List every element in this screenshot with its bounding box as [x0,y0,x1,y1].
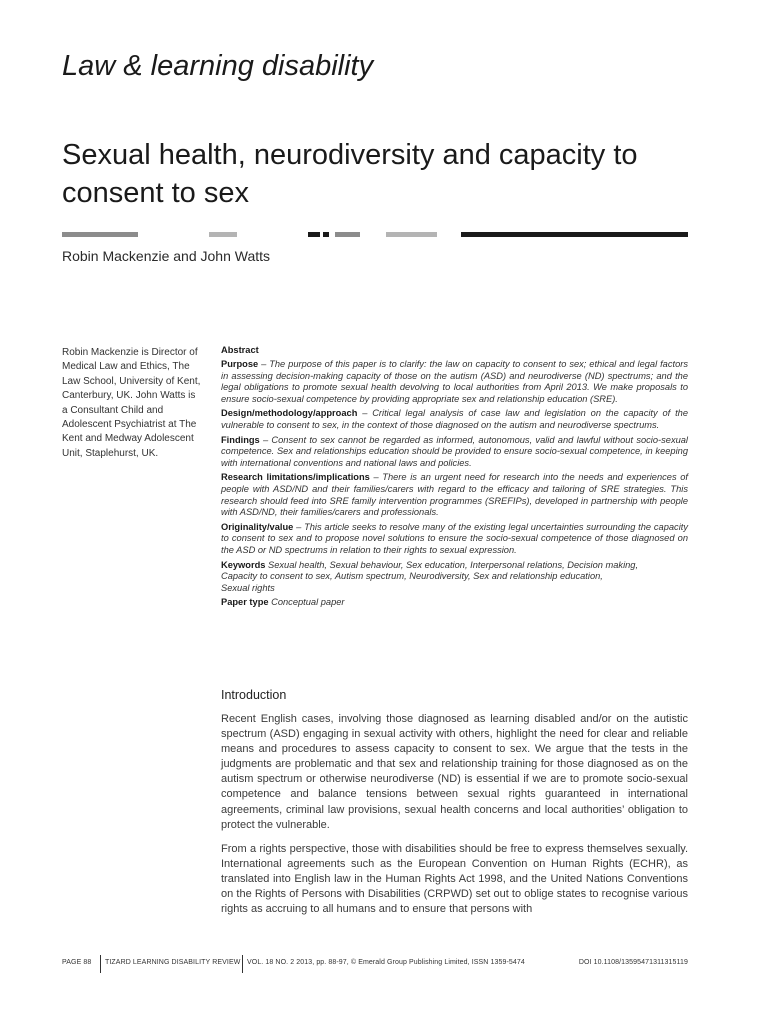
keywords-line [221,560,688,572]
author-bio: Robin Mackenzie is Director of Medical Law and Ethics, The Law School, University of Kent, Canterbury, UK. John Watts is a Consultant Child and Adolescent Psychiatrist at The Kent and Medway Adolescent Unit, Staplehurst, UK. [62,347,201,459]
abstract-purpose [221,359,688,405]
keywords-line: Capacity to consent to sex, Autism spectrum, Neurodiversity, Sex and relationship education, [221,571,603,582]
keywords-line: Sexual rights [221,582,275,593]
rule-segment [335,232,360,237]
rule-segment [209,232,237,237]
body-paragraph: From a rights perspective, those with disabilities should be free to express themselves sexually. International agreements such as the European Convention on Human Rights (ECHR), as translated into English law in the Human Rights Act 1998, and the United Nations Conventions on the Rights of Persons with Disabilities (CRPWD) set out to oblige states to recognise various rights as accruing to all humans and to ensure that persons with [221,842,688,916]
section-label: Law & learning disability [62,50,374,82]
abstract-text: Conceptual paper [268,597,345,608]
authors: Robin Mackenzie and John Watts [62,248,271,264]
rule-segment [386,232,437,237]
abstract-label: Findings [221,434,260,445]
journal-name: TIZARD LEARNING DISABILITY REVIEW [105,959,241,966]
body-text [221,712,688,926]
abstract-label: Paper type [221,597,269,608]
body-paragraph: Recent English cases, involving those diagnosed as learning disabled and/or on the autistic spectrum (ASD) engaging in sexual activity with others, highlight the need for clear and reliable means and procedures to assess capacity to consent to sex. We argue that the tests in the judgments are problematic and that sex and relationship training for those diagnosed as on the autism spectrum or otherwise neurodiverse (ND) is essential if we are to promote socio-sexual competence and balance tensions between sexual rights guaranteed in international agreements, criminal law provisions, sexual health concerns and local authorities’ obligation to protect the vulnerable. [221,713,688,831]
abstract-label: Originality/value [221,521,294,532]
page-number: PAGE 88 [62,959,92,966]
article-title: Sexual health, neurodiversity and capacity to consent to sex [62,139,638,209]
abstract-text: – The purpose of this paper is to clarify: the law on capacity to consent to sex; ethical and legal factors in assessing decision-making capacity of those on the autism (ASD) and neurodiverse (ND) spectrums; and the legal obligations to promote sexual health devolving to local authorities from April 2013. We make proposals to ensure socio-sexual competence by providing appropriate sex and relationship education (SRE). [221,359,688,404]
rule-segment [308,232,320,237]
abstract-heading: Abstract [221,345,259,355]
rule-segment [323,232,329,237]
abstract-text: – Consent to sex cannot be regarded as informed, autonomous, valid and lawful without socio-sexual competence. Sex and relationships education should be provided to ensure socio-sexual competence, in keeping with international conventions and national laws and policies. [221,434,688,468]
footer-divider [100,955,101,973]
abstract-keywords [221,560,688,595]
abstract-text: – Critical legal analysis of case law and legislation on the capacity of the vulnerable to consent to sex, in the context of those diagnosed on the autism and neurodiverse spectrums. [221,408,688,431]
abstract-label: Research limitations/implications [221,472,370,483]
abstract-findings [221,435,688,470]
keywords-text: Sexual health, Sexual behaviour, Sex education, Interpersonal relations, Decision making, [265,559,639,570]
abstract-label: Design/methodology/approach [221,408,358,419]
abstract-paper-type [221,597,688,609]
abstract-originality [221,522,688,557]
page-footer [62,955,688,973]
abstract-design [221,408,688,431]
section-heading-introduction: Introduction [221,688,287,702]
abstract-text: – This article seeks to resolve many of the existing legal uncertainties surrounding the capacity to consent to sex and to propose novel solutions to ensure the socio-sexual competence of those diagnosed on the ASD or ND spectrums in relation to their rights to sexual expression. [221,521,688,555]
rule-segment [461,232,688,237]
footer-divider [242,955,243,973]
abstract-limitations [221,472,688,518]
doi: DOI 10.1108/13595471311315119 [578,959,688,966]
abstract-label: Purpose [221,359,259,370]
abstract-label: Keywords [221,559,266,570]
citation: VOL. 18 NO. 2 2013, pp. 88-97, © Emerald Group Publishing Limited, ISSN 1359-5474 [247,959,525,966]
abstract [221,345,688,612]
abstract-text: – There is an urgent need for research into the needs and experiences of people with ASD/ND and their families/carers with regard to the efficacy and tailoring of SRE strategies. This research should feed into SRE family intervention programmes (SREFIPs), developed in partnership with people with ASD/ND, their families/carers and professionals. [221,472,689,518]
rule-segment [62,232,138,237]
